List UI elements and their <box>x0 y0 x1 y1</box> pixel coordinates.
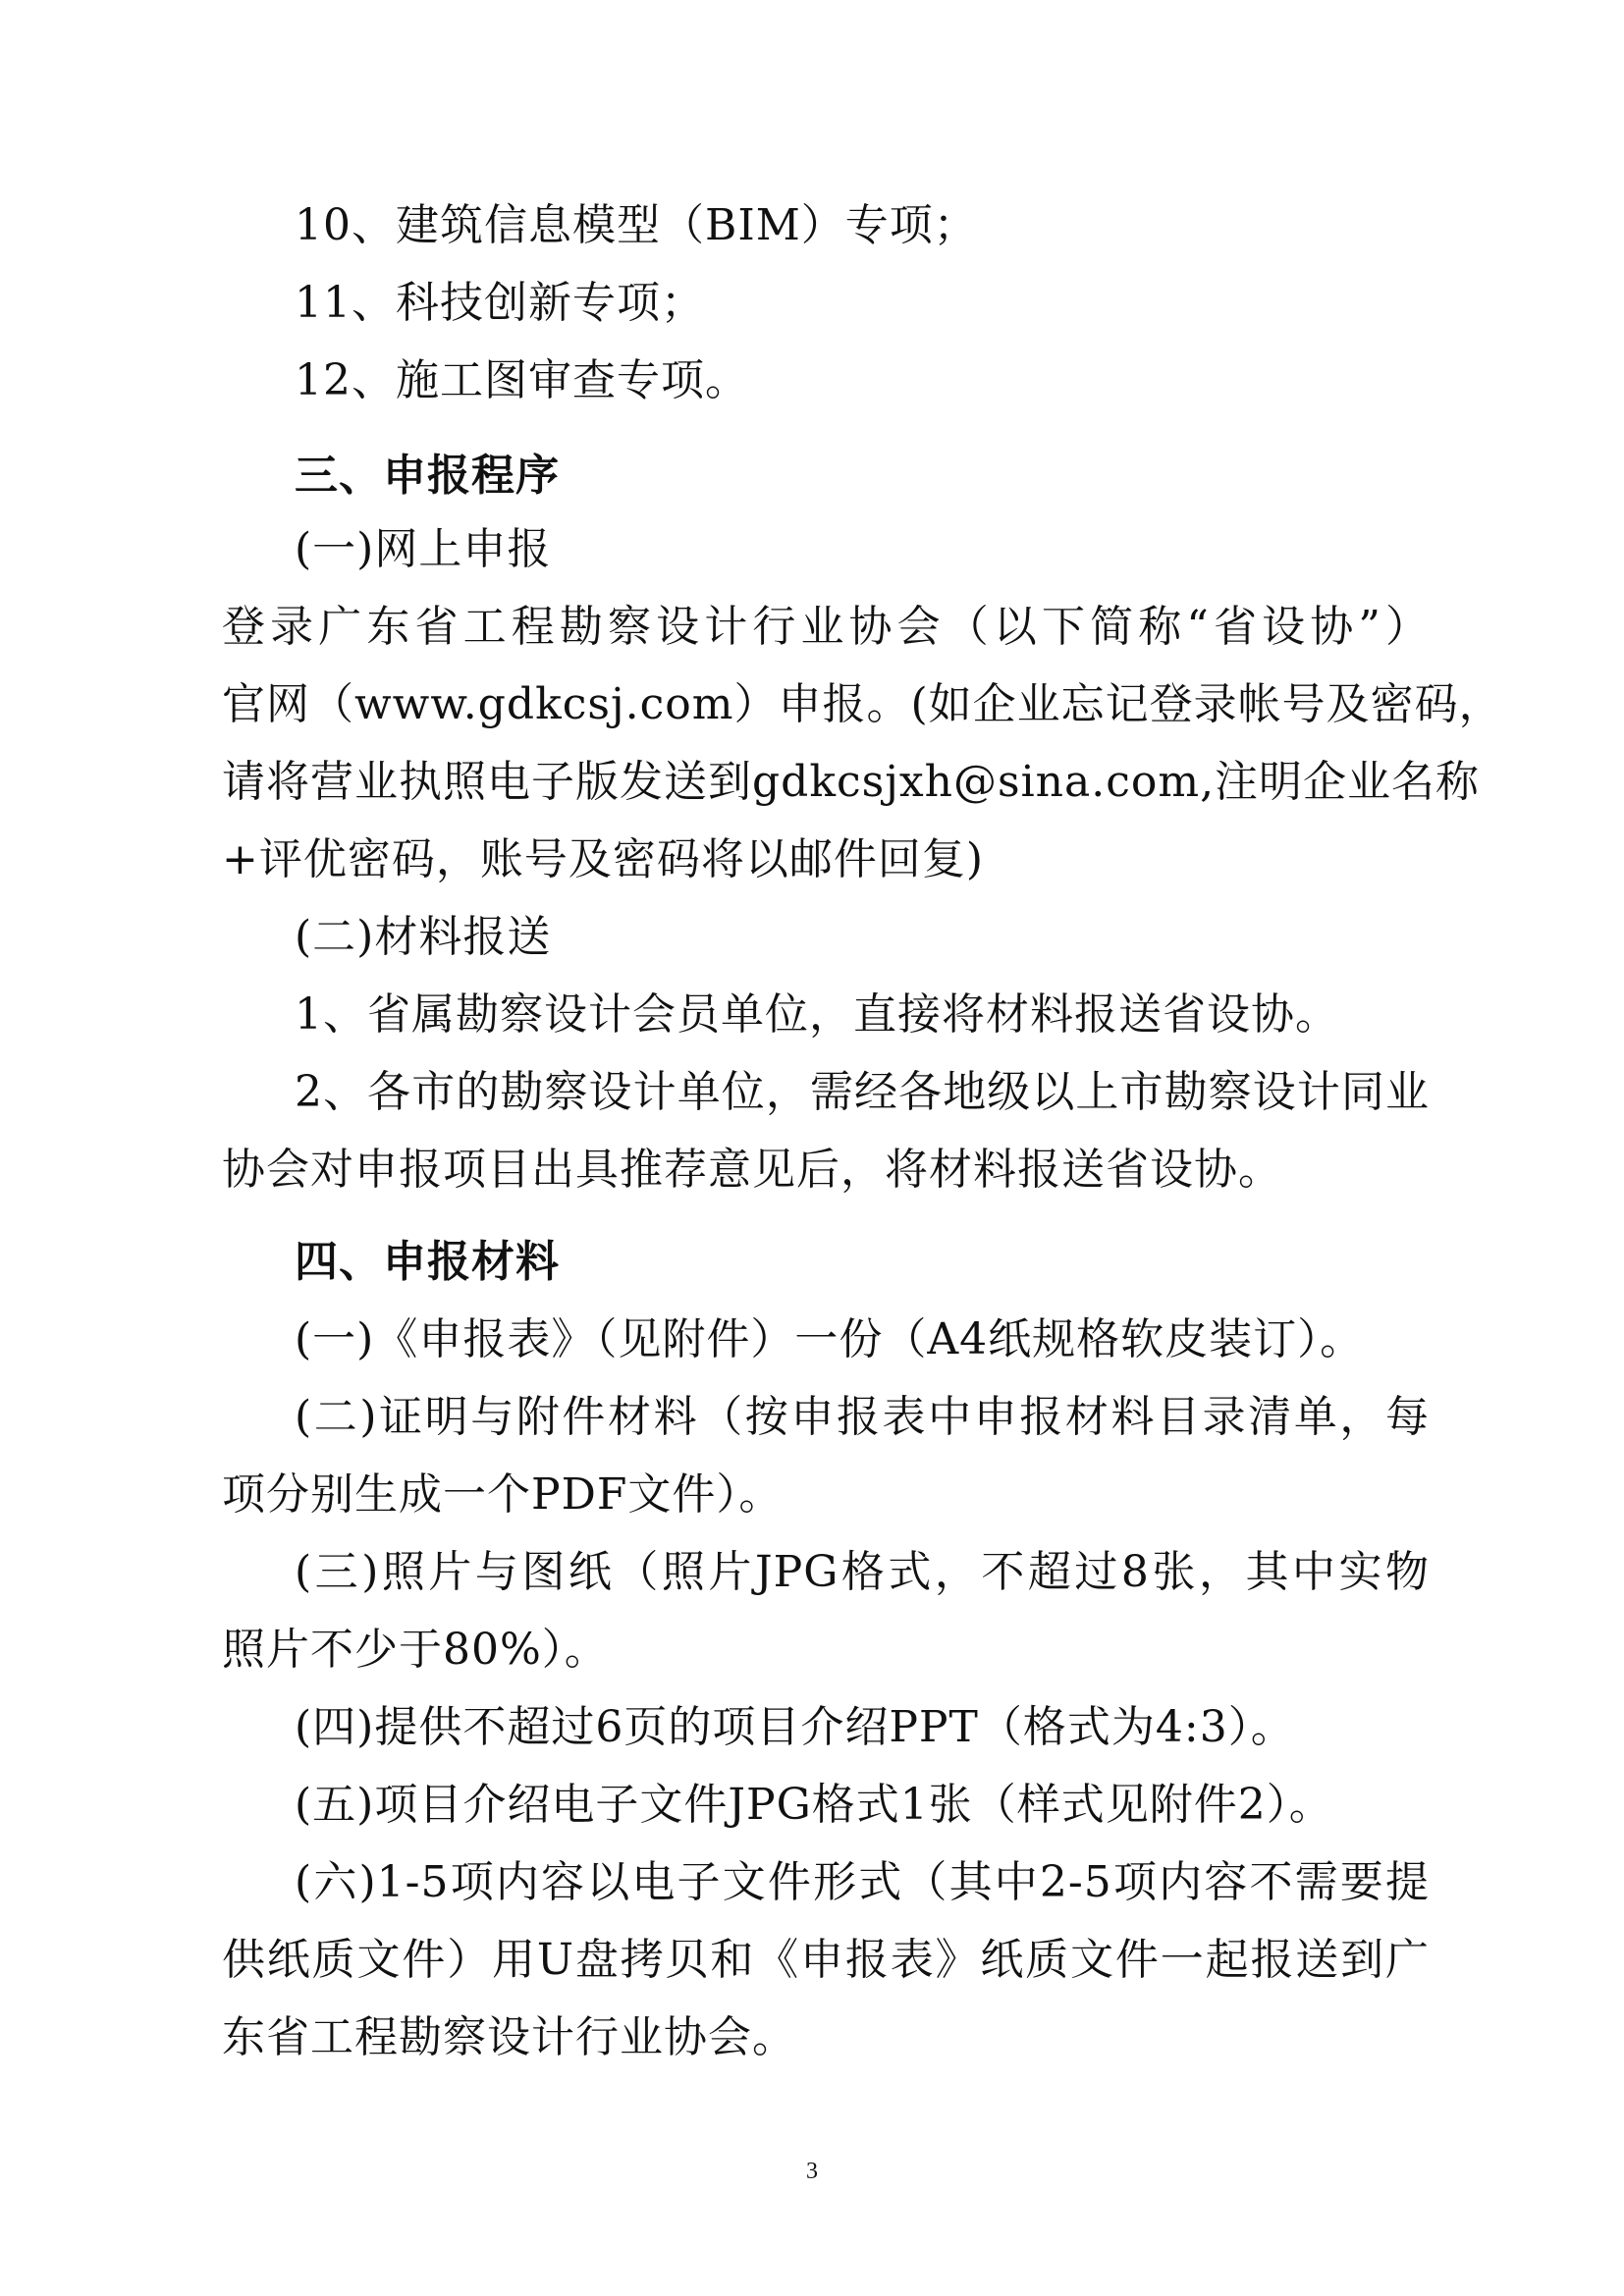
material-item-application-form: (一)《申报表》（见附件）一份（A4纸规格软皮装订）。 <box>295 1314 1365 1364</box>
material-item-certificates: (二)证明与附件材料（按申报表中申报材料目录清单，每 <box>295 1392 1430 1442</box>
paragraph-line: 照片不少于80%）。 <box>222 1625 609 1675</box>
material-item-photos: (三)照片与图纸（照片JPG格式，不超过8张，其中实物 <box>295 1547 1430 1597</box>
list-item-provincial-members: 1、省属勘察设计会员单位，直接将材料报送省设协。 <box>295 989 1339 1040</box>
material-item-jpg: (五)项目介绍电子文件JPG格式1张（样式见附件2）。 <box>295 1780 1333 1830</box>
section-heading-procedure: 三、申报程序 <box>295 451 560 501</box>
material-item-usb: (六)1-5项内容以电子文件形式（其中2-5项内容不需要提 <box>295 1857 1430 1907</box>
paragraph-line: 请将营业执照电子版发送到gdkcsjxh@sina.com,注明企业名称 <box>222 757 1481 807</box>
subsection-title-delivery: (二)材料报送 <box>295 912 552 962</box>
paragraph-line: 供纸质文件）用U盘拷贝和《申报表》纸质文件一起报送到广 <box>222 1935 1430 1985</box>
page-number: 3 <box>806 2159 818 2184</box>
subsection-title-online: (一)网上申报 <box>295 524 552 574</box>
paragraph-line: 东省工程勘察设计行业协会。 <box>222 2012 796 2062</box>
section-heading-materials: 四、申报材料 <box>295 1237 560 1287</box>
paragraph-line: 项分别生成一个PDF文件）。 <box>222 1469 784 1520</box>
paragraph-line: +评优密码，账号及密码将以邮件回复) <box>222 834 985 884</box>
material-item-ppt: (四)提供不超过6页的项目介绍PPT（格式为4:3）。 <box>295 1702 1295 1752</box>
list-item-drawing-review: 12、施工图审查专项。 <box>295 355 749 405</box>
paragraph-line: 官网（www.gdkcsj.com）申报。(如企业忘记登录帐号及密码， <box>222 679 1503 729</box>
list-item-city-units: 2、各市的勘察设计单位，需经各地级以上市勘察设计同业 <box>295 1067 1430 1117</box>
list-item-bim: 10、建筑信息模型（BIM）专项； <box>295 200 978 250</box>
list-item-innovation: 11、科技创新专项； <box>295 278 705 328</box>
paragraph-line: 登录广东省工程勘察设计行业协会（以下简称“省设协”） <box>222 602 1430 652</box>
paragraph-line: 协会对申报项目出具推荐意见后，将材料报送省设协。 <box>222 1145 1282 1195</box>
